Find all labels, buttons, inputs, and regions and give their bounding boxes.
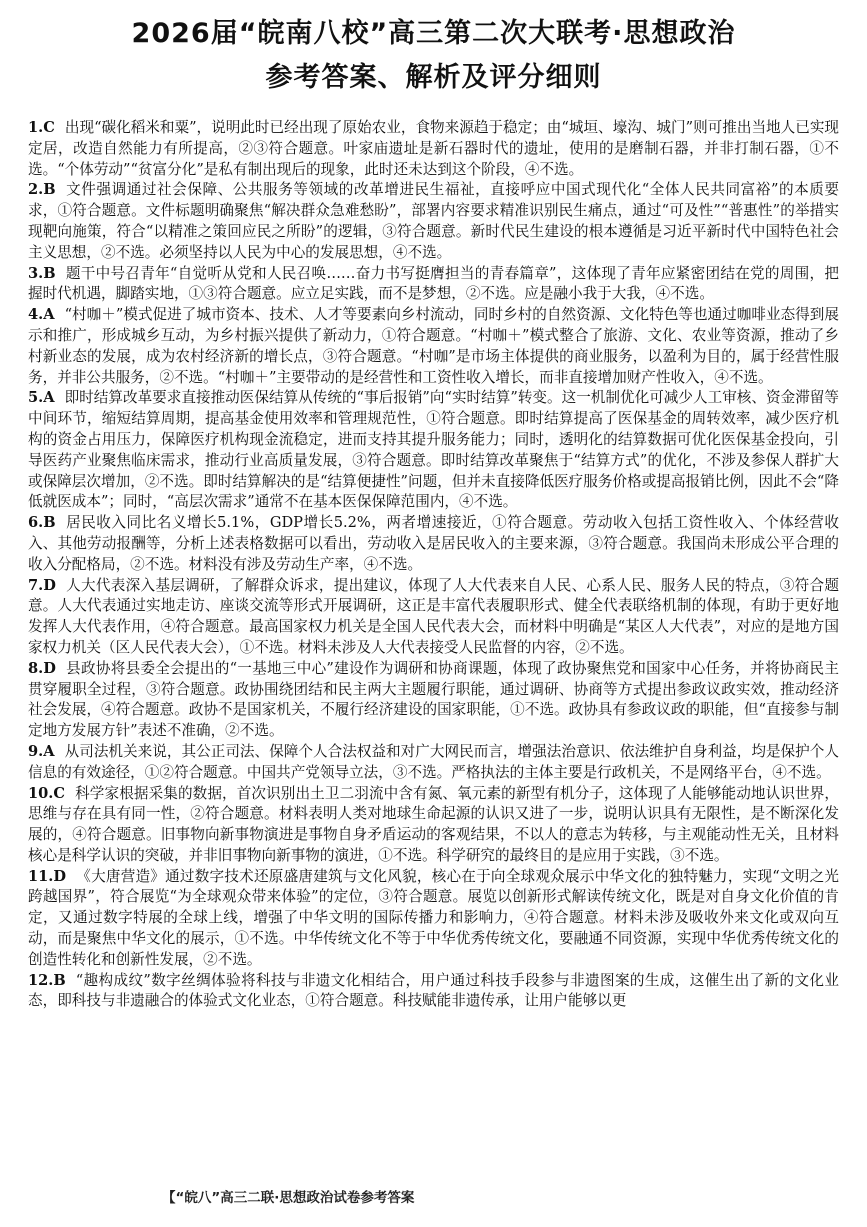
answer-item bbox=[28, 659, 839, 742]
answer-explanation: “趣构成纹”数字丝绸体验将科技与非遗文化相结合，用户通过科技手段参与非遗图案的生成，这催生出了新的文化业态，即科技与非遗融合的体验式文化业态，①符合题意。科技赋能非遗传承，让用户能够以更 bbox=[28, 971, 839, 1010]
document-subtitle: 参考答案、解析及评分细则 bbox=[265, 62, 602, 93]
answer-choice: A bbox=[43, 389, 55, 407]
question-number: 11. bbox=[28, 867, 54, 885]
answer-choice: B bbox=[43, 181, 56, 199]
answer-choice: B bbox=[43, 514, 56, 532]
answer-explanation: 文件强调通过社会保障、公共服务等领域的改革增进民生福祉，直接呼应中国式现代化“全体人民共同富裕”的本质要求，①符合题意。文件标题明确聚焦“解决群众急难愁盼”，部署内容要求精准识别民生痛点，通过“可及性”“普惠性”的举措实现靶向施策，符合“以精准之策回应民之所盼”的逻辑，③符合题意。新时代民生建设的根本遵循是习近平新时代中国特色社会主义思想，②不选。必须坚持以人民为中心的发展思想，④不选。 bbox=[28, 181, 839, 261]
answer-choice: A bbox=[43, 306, 55, 324]
answer-choice: D bbox=[43, 659, 56, 677]
question-number: 5. bbox=[28, 389, 44, 407]
answer-item bbox=[28, 742, 839, 784]
answer-explanation: 科学家根据采集的数据，首次识别出土卫二羽流中含有氮、氧元素的新型有机分子，这体现了人能够能动地认识世界，思维与存在具有同一性，②符合题意。材料表明人类对地球生命起源的认识又进了一步，说明认识具有无限性，是不断深化发展的，④符合题意。旧事物向新事物演进是事物自身矛盾运动的客观结果，不以人的意志为转移，与主观能动性无关，且材料核心是科学认识的突破，并非旧事物向新事物的演进，①不选。科学研究的最终目的是应用于实践，③不选。 bbox=[28, 784, 839, 864]
answer-choice: D bbox=[53, 867, 67, 885]
question-number: 12. bbox=[28, 971, 54, 989]
answer-explanation: 即时结算改革要求直接推动医保结算从传统的“事后报销”向“实时结算”转变。这一机制优化可减少人工审核、资金滞留等中间环节，缩短结算周期，提高基金使用效率和管理规范性，①符合题意。即时结算提高了医保基金的周转效率，减少医疗机构的资金占用压力，保障医疗机构现金流稳定，进而支持其提升服务能力；同时，透明化的结算数据可优化医保基金投向，引导医药产业聚焦临床需求，推动行业高质量发展，③符合题意。即时结算改革聚焦于“结算方式”的优化，不涉及参保人群扩大或保障层次增加，②不选。即时结算解决的是“结算便捷性”问题，但并未直接降低医疗服务价格或提高报销比例，因此不会“降低就医成本”；同时，“高层次需求”通常不在基本医保保障范围内，④不选。 bbox=[28, 389, 839, 511]
answer-choice: B bbox=[53, 971, 66, 989]
answer-explanation: “村咖＋”模式促进了城市资本、技术、人才等要素向乡村流动，同时乡村的自然资源、文化特色等也通过咖啡业态得到展示和推广，形成城乡互动，为乡村振兴提供了新动力，①符合题意。“村咖＋”模式整合了旅游、文化、农业等资源，推动了乡村新业态的发展，成为农村经济新的增长点，③符合题意。“村咖”是市场主体提供的商业服务，以盈利为目的，属于经营性服务，并非公共服务，②不选。“村咖＋”主要带动的是经营性和工资性收入增长，而非直接增加财产性收入，④不选。 bbox=[28, 306, 839, 386]
question-number: 4. bbox=[28, 306, 44, 324]
question-number: 10. bbox=[28, 784, 54, 802]
answer-explanation: 出现“碳化稻米和粟”，说明此时已经出现了原始农业，食物来源趋于稳定；由“城垣、壕沟、城门”则可推出当地人已实现定居，改造自然能力有所提高，②③符合题意。叶家庙遗址是新石器时代的遗址，使用的是磨制石器，并非打制石器，①不选。“个体劳动”“贫富分化”是私有制出现后的现象，此时还未达到这个阶段，④不选。 bbox=[28, 119, 840, 178]
answer-item bbox=[28, 388, 839, 513]
question-number: 8. bbox=[28, 659, 44, 677]
answer-item bbox=[28, 180, 839, 263]
answer-choice: B bbox=[43, 264, 56, 282]
answer-choice: A bbox=[43, 742, 55, 760]
answer-choice: C bbox=[53, 784, 66, 802]
answer-item bbox=[28, 971, 839, 1013]
answer-choice: C bbox=[43, 119, 55, 136]
answer-explanation: 从司法机关来说，其公正司法、保障个人合法权益和对广大网民而言，增强法治意识、依法维护自身利益，均是保护个人信息的有效途径，①②符合题意。中国共产党领导立法，③不选。严格执法的主体主要是行政机关，不是网络平台，④不选。 bbox=[28, 742, 839, 781]
answer-explanation: 题干中号召青年“自觉听从党和人民召唤……奋力书写挺膺担当的青春篇章”，这体现了青年应紧密团结在党的周围，把握时代机遇，脚踏实地，①③符合题意。应立足实践，而不是梦想，②不选。应是融小我于大我，④不选。 bbox=[28, 264, 839, 303]
answer-choice: D bbox=[43, 576, 56, 594]
answer-explanation: 人大代表深入基层调研，了解群众诉求，提出建议，体现了人大代表来自人民、心系人民、服务人民的特点，③符合题意。人大代表通过实地走访、座谈交流等形式开展调研，这正是丰富代表履职形式、健全代表联络机制的体现，有助于更好地发挥人大代表作用，④符合题意。最高国家权力机关是全国人民代表大会，而材料中明确是“某区人大代表”，对应的是地方国家权力机关（区人民代表大会），①不选。材料未涉及人大代表接受人民监督的内容，②不选。 bbox=[28, 576, 839, 656]
answer-explanation: 居民收入同比名义增长5.1%，GDP增长5.2%，两者增速接近，①符合题意。劳动收入包括工资性收入、个体经营收入、其他劳动报酬等，分析上述表格数据可以看出，劳动收入是居民收入的主要来源，③符合题意。我国尚未形成公平合理的收入分配格局，②不选。材料没有涉及劳动生产率，④不选。 bbox=[28, 514, 839, 573]
answer-item bbox=[28, 784, 839, 867]
answer-explanation: 《大唐营造》通过数字技术还原盛唐建筑与文化风貌，核心在于向全球观众展示中华文化的独特魅力，实现“文明之光跨越国界”，符合展览“为全球观众带来体验”的定位，③符合题意。展览以创新形式解读传统文化，既是对自身文化价值的肯定，又通过数字特展的全球上线，增强了中华文明的国际传播力和影响力，④符合题意。材料未涉及吸收外来文化或双向互动，而是聚焦中华文化的展示，①不选。中华传统文化不等于中华优秀传统文化，要融通不同资源，实现中华优秀传统文化的创造性转化和创新性发展，②不选。 bbox=[28, 867, 839, 968]
answer-item bbox=[28, 513, 839, 575]
question-number: 6. bbox=[28, 514, 44, 532]
answer-item bbox=[28, 118, 839, 180]
question-number: 9. bbox=[28, 742, 44, 760]
answer-item bbox=[28, 576, 839, 659]
page-footer: 【“皖八”高三二联·思想政治试卷参考答案 bbox=[162, 1190, 415, 1206]
question-number: 7. bbox=[28, 576, 44, 594]
answer-item bbox=[28, 264, 839, 306]
answer-item bbox=[28, 867, 839, 971]
question-number: 1. bbox=[28, 119, 44, 136]
answer-list bbox=[28, 118, 839, 1012]
answer-explanation: 县政协将县委全会提出的“一基地三中心”建设作为调研和协商课题，体现了政协聚焦党和国家中心任务，并将协商民主贯穿履职全过程，③符合题意。政协围绕团结和民主两大主题履行职能，通过调研、协商等方式提出参政议政实效，推动经济社会发展，④符合题意。政协不是国家机关，不履行经济建设的国家职能，①不选。政协具有参政议政的职能，但“直接参与制定地方发展方针”表述不准确，②不选。 bbox=[28, 659, 839, 740]
question-number: 2. bbox=[28, 181, 44, 199]
answer-item bbox=[28, 305, 839, 388]
question-number: 3. bbox=[28, 264, 44, 282]
document-title: 2026届“皖南八校”高三第二次大联考·思想政治 bbox=[131, 18, 736, 49]
